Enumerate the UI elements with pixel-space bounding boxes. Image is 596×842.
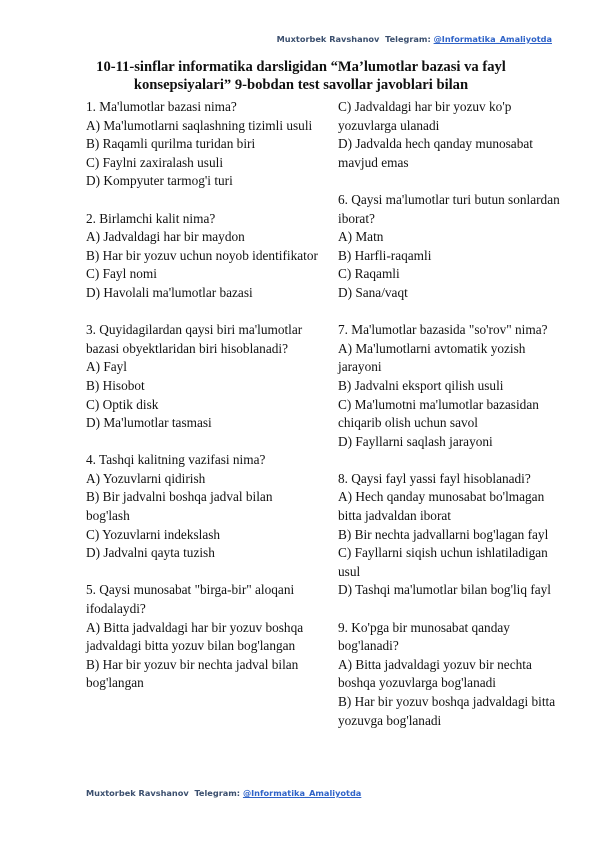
answer-option: A) Yozuvlarni qidirish xyxy=(86,470,206,486)
answer-option: A) Hech qanday munosabat bo'lmagan bitta jadvaldan iborat xyxy=(338,489,545,524)
answer-option: D) Sana/vaqt xyxy=(338,284,408,300)
answer-option: C) Optik disk xyxy=(86,396,159,412)
question-text: 7. Ma'lumotlar bazasida "so'rov" nima? xyxy=(338,322,548,338)
header-telegram-link[interactable]: @Informatika_Amaliyotda xyxy=(433,34,552,44)
question-block xyxy=(86,451,318,563)
answer-option: A) Ma'lumotlarni saqlashning tizimli usuli xyxy=(86,117,313,133)
question-block xyxy=(86,321,318,433)
answer-option: A) Matn xyxy=(338,229,384,245)
answer-option: C) Faylni zaxiralash usuli xyxy=(86,154,224,170)
answer-option: D) Kompyuter tarmog'i turi xyxy=(86,173,233,189)
question-block xyxy=(86,98,318,191)
answer-option: C) Yozuvlarni indekslash xyxy=(86,526,221,542)
question-block xyxy=(86,210,318,303)
answer-option: B) Bir jadvalni boshqa jadval bilan bog'lash xyxy=(86,489,273,524)
answer-option: D) Jadvalda hech qanday munosabat mavjud emas xyxy=(338,136,533,170)
answer-option: D) Ma'lumotlar tasmasi xyxy=(86,415,212,431)
answer-option: C) Raqamli xyxy=(338,266,400,282)
title-line-2: konsepsiyalari” 9-bobdan test savollar javoblari bilan xyxy=(133,77,469,93)
question-text: 4. Tashqi kalitning vazifasi nima? xyxy=(86,452,266,468)
answer-option: B) Hisobot xyxy=(86,377,145,393)
answer-option: B) Har bir yozuv bir nechta jadval bilan bog'langan xyxy=(86,656,299,691)
answer-option: A) Bitta jadvaldagi har bir yozuv boshqa jadvaldagi bitta yozuv bilan bog'langan xyxy=(86,619,304,654)
header-telegram-label: Telegram: xyxy=(385,34,431,44)
answer-option: A) Jadvaldagi har bir maydon xyxy=(86,229,245,245)
footer-telegram-link[interactable]: @Informatika_Amaliyotda xyxy=(242,788,362,798)
answer-option: B) Jadvalni eksport qilish usuli xyxy=(338,377,504,393)
footer-telegram-label: Telegram: xyxy=(194,788,241,798)
footer-author: Muxtorbek Ravshanov xyxy=(86,788,189,798)
question-block xyxy=(338,191,564,303)
page-footer xyxy=(86,788,361,798)
answer-option: D) Fayllarni saqlash jarayoni xyxy=(338,433,493,449)
answer-option: D) Jadvalni qayta tuzish xyxy=(86,545,215,561)
question-text: 3. Quyidagilardan qaysi biri ma'lumotlar bazasi obyektlaridan biri hisoblanadi? xyxy=(86,322,303,356)
answer-option: C) Jadvaldagi har bir yozuv ko'p yozuvlarga ulanadi xyxy=(338,99,512,133)
answer-option: B) Raqamli qurilma turidan biri xyxy=(86,136,256,152)
question-text: 8. Qaysi fayl yassi fayl hisoblanadi? xyxy=(338,470,531,486)
question-text: 1. Ma'lumotlar bazasi nima? xyxy=(86,99,237,114)
question-text: 6. Qaysi ma'lumotlar turi butun sonlardan iborat? xyxy=(338,191,560,226)
answer-option: B) Har bir yozuv uchun noyob identifikator xyxy=(86,247,318,263)
header-author: Muxtorbek Ravshanov xyxy=(276,34,380,44)
left-column xyxy=(86,98,318,712)
answer-option: C) Fayl nomi xyxy=(86,266,157,282)
question-block xyxy=(86,581,318,693)
answer-option: A) Bitta jadvaldagi yozuv bir nechta boshqa yozuvlarga bog'lanadi xyxy=(338,656,532,691)
question-block xyxy=(338,321,564,451)
answer-option: B) Har bir yozuv boshqa jadvaldagi bitta yozuvga bog'lanadi xyxy=(338,694,556,728)
title-line-1: 10-11-sinflar informatika darsligidan “Ma’lumotlar bazasi va fayl xyxy=(96,59,506,75)
answer-option: D) Tashqi ma'lumotlar bilan bog'liq fayl xyxy=(338,582,552,598)
document-title xyxy=(86,58,516,94)
answer-option: B) Harfli-raqamli xyxy=(338,247,432,263)
answer-option: C) Fayllarni siqish uchun ishlatiladigan usul xyxy=(338,545,548,579)
answer-option: A) Fayl xyxy=(86,359,127,375)
answer-option: C) Ma'lumotni ma'lumotlar bazasidan chiqarib olish uchun savol xyxy=(338,396,539,431)
question-text: 2. Birlamchi kalit nima? xyxy=(86,210,216,226)
question-text: 5. Qaysi munosabat "birga-bir" aloqani ifodalaydi? xyxy=(86,582,295,617)
question-block xyxy=(338,470,564,600)
answer-option: A) Ma'lumotlarni avtomatik yozish jarayoni xyxy=(338,340,526,375)
question-block xyxy=(338,619,564,731)
page-header xyxy=(277,34,552,44)
answer-option: D) Havolali ma'lumotlar bazasi xyxy=(86,284,253,300)
question-continuation xyxy=(338,98,564,172)
answer-option: B) Bir nechta jadvallarni bog'lagan fayl xyxy=(338,526,549,542)
question-text: 9. Ko'pga bir munosabat qanday bog'lanadi? xyxy=(338,619,510,654)
right-column xyxy=(338,98,564,749)
